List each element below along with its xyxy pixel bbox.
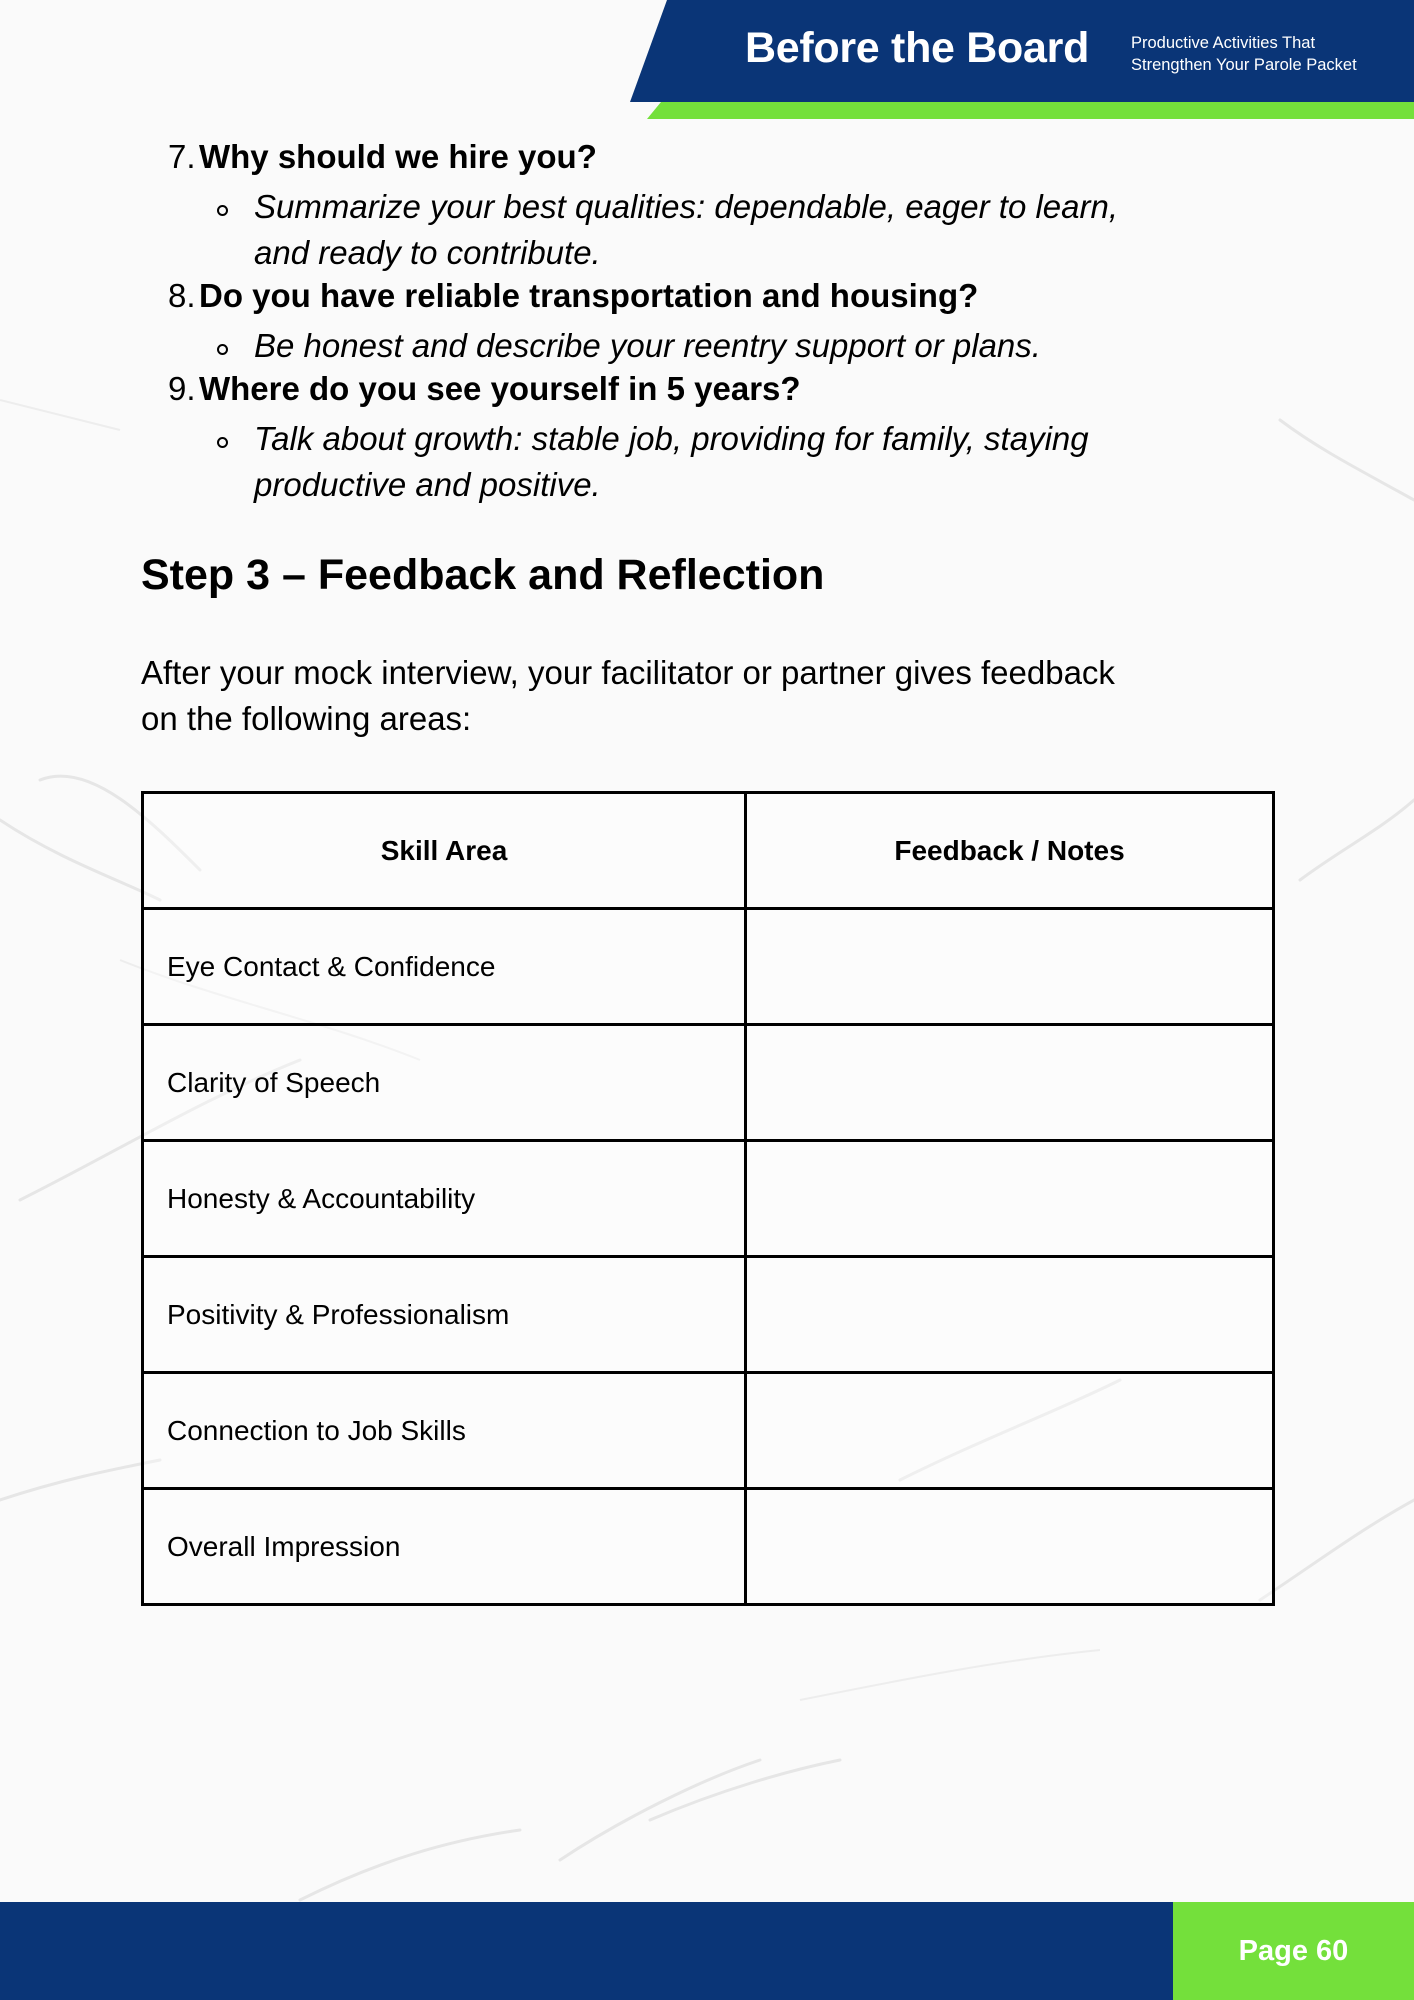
header-title: Before the Board	[745, 24, 1090, 72]
header-subtitle-line-1: Productive Activities That	[1131, 34, 1316, 52]
question-text: Where do you see yourself in 5 years?	[199, 370, 801, 407]
table-row	[143, 1489, 1274, 1605]
answer-line: and ready to contribute.	[254, 234, 601, 271]
header-subtitle	[1131, 32, 1401, 76]
question-item	[168, 370, 801, 408]
skill-area-cell: Positivity & Professionalism	[143, 1257, 746, 1373]
section-heading: Step 3 – Feedback and Reflection	[141, 551, 825, 599]
table-header-row	[143, 793, 1274, 909]
question-item	[168, 138, 597, 176]
answer-line: Talk about growth: stable job, providing for family, staying	[254, 420, 1089, 457]
table-row	[143, 1025, 1274, 1141]
skill-area-cell: Honesty & Accountability	[143, 1141, 746, 1257]
question-number: 9.	[168, 370, 196, 407]
answer-text	[254, 184, 1254, 276]
skill-area-cell: Eye Contact & Confidence	[143, 909, 746, 1025]
question-text: Do you have reliable transportation and housing?	[199, 277, 979, 314]
header-subtitle-line-2: Strengthen Your Parole Packet	[1131, 56, 1357, 74]
question-number: 7.	[168, 138, 196, 175]
page-number: Page 60	[1238, 1935, 1349, 1967]
feedback-notes-cell[interactable]	[746, 1489, 1274, 1605]
feedback-notes-cell[interactable]	[746, 1025, 1274, 1141]
answer-text	[254, 323, 1254, 369]
hollow-bullet-icon	[217, 344, 228, 355]
skill-area-cell: Connection to Job Skills	[143, 1373, 746, 1489]
table-row	[143, 909, 1274, 1025]
column-header-skill-area: Skill Area	[143, 793, 746, 909]
hollow-bullet-icon	[217, 205, 228, 216]
table-row	[143, 1257, 1274, 1373]
header-accent-stripe	[647, 102, 1414, 119]
question-text: Why should we hire you?	[199, 138, 597, 175]
question-item	[168, 277, 978, 315]
answer-text	[254, 416, 1254, 508]
question-number: 8.	[168, 277, 196, 314]
feedback-table	[141, 791, 1275, 1606]
answer-line: productive and positive.	[254, 466, 601, 503]
feedback-notes-cell[interactable]	[746, 909, 1274, 1025]
section-intro	[141, 650, 1291, 742]
table-row	[143, 1373, 1274, 1489]
column-header-feedback-notes: Feedback / Notes	[746, 793, 1274, 909]
feedback-notes-cell[interactable]	[746, 1257, 1274, 1373]
feedback-notes-cell[interactable]	[746, 1141, 1274, 1257]
intro-line: on the following areas:	[141, 700, 472, 737]
answer-line: Summarize your best qualities: dependable, eager to learn,	[254, 188, 1119, 225]
skill-area-cell: Overall Impression	[143, 1489, 746, 1605]
feedback-notes-cell[interactable]	[746, 1373, 1274, 1489]
skill-area-cell: Clarity of Speech	[143, 1025, 746, 1141]
answer-line: Be honest and describe your reentry support or plans.	[254, 327, 1041, 364]
table-row	[143, 1141, 1274, 1257]
hollow-bullet-icon	[217, 437, 228, 448]
footer-band	[0, 1902, 1173, 2000]
intro-line: After your mock interview, your facilitator or partner gives feedback	[141, 654, 1115, 691]
